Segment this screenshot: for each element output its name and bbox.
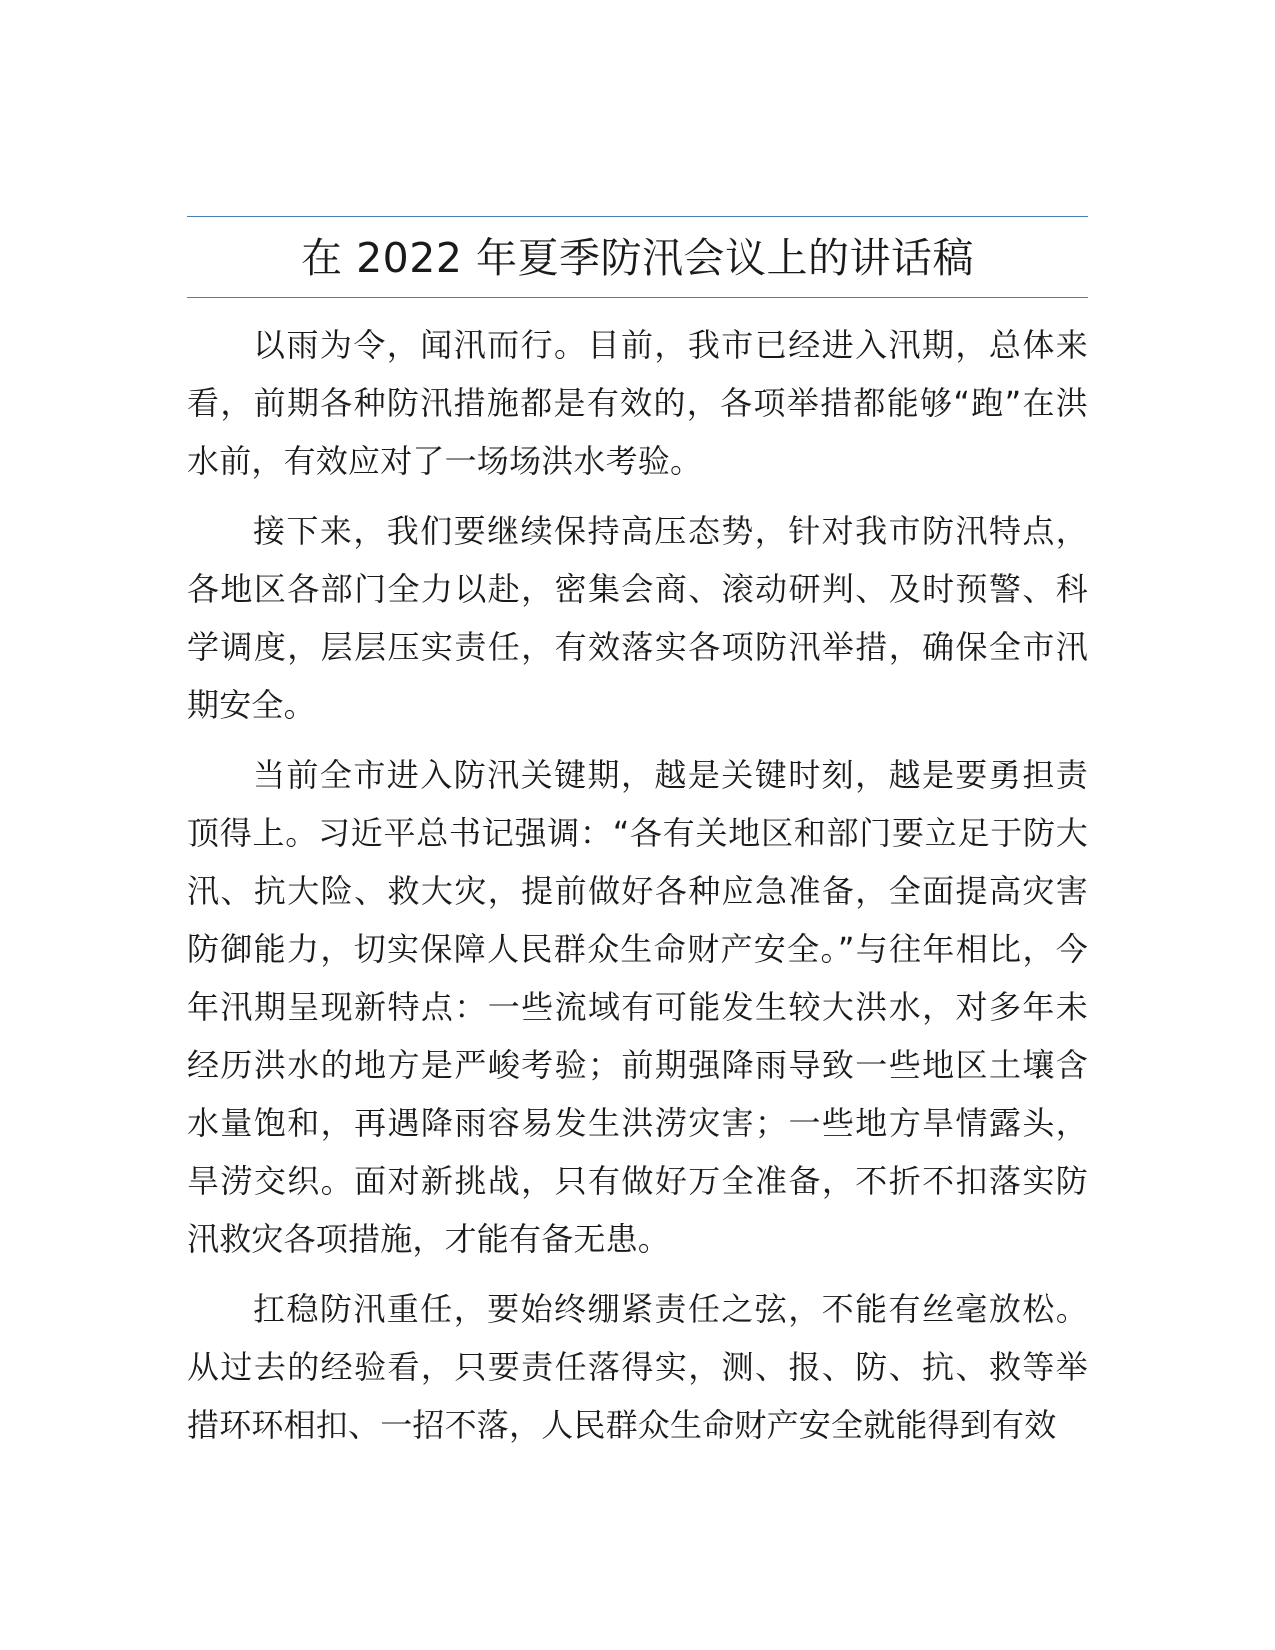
document-body	[187, 316, 1088, 1466]
title-block	[187, 216, 1088, 298]
paragraph: 扛稳防汛重任，要始终绷紧责任之弦，不能有丝毫放松。从过去的经验看，只要责任落得实，测、报、防、抗、救等举措环环相扣、一招不落，人民群众生命财产安全就能得到有效	[187, 1290, 1088, 1444]
paragraph: 接下来，我们要继续保持高压态势，针对我市防汛特点，各地区各部门全力以赴，密集会商、滚动研判、及时预警、科学调度，层层压实责任，有效落实各项防汛举措，确保全市汛期安全。	[187, 512, 1088, 724]
document-title: 在 2022 年夏季防汛会议上的讲话稿	[301, 234, 974, 282]
paragraph: 以雨为令，闻汛而行。目前，我市已经进入汛期，总体来看，前期各种防汛措施都是有效的，各项举措都能够“跑”在洪水前，有效应对了一场场洪水考验。	[187, 326, 1088, 480]
paragraph: 当前全市进入防汛关键期，越是关键时刻，越是要勇担责顶得上。习近平总书记强调：“各有关地区和部门要立足于防大汛、抗大险、救大灾，提前做好各种应急准备，全面提高灾害防御能力，切实保障人民群众生命财产安全。”与往年相比，今年汛期呈现新特点：一些流域有可能发生较大洪水，对多年未经历洪水的地方是严峻考验；前期强降雨导致一些地区土壤含水量饱和，再遇降雨容易发生洪涝灾害；一些地方旱情露头，旱涝交织。面对新挑战，只有做好万全准备，不折不扣落实防汛救灾各项措施，才能有备无患。	[187, 756, 1088, 1258]
